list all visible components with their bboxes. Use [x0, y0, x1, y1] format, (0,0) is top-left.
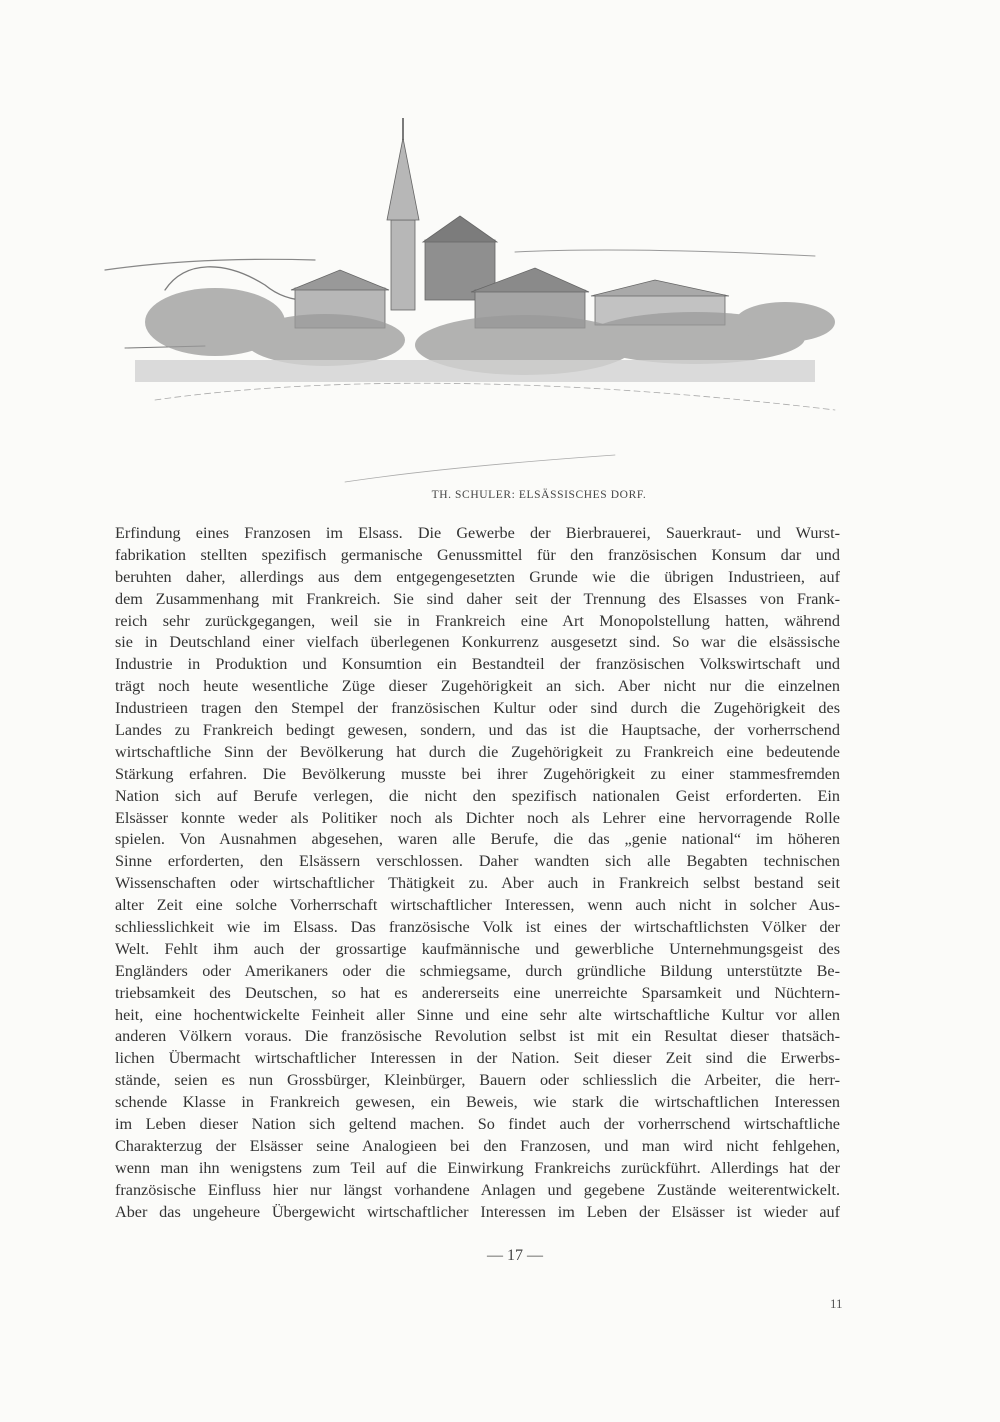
text-line: Nation sich auf Berufe verlegen, die nicht den spezifisch nationalen Geist erforderten. Ein — [115, 786, 840, 805]
text-line: Industrieen tragen den Stempel der französischen Kultur oder sind durch die Zugehörigkeit des — [115, 699, 840, 718]
text-line: alter Zeit eine solche Vorherrschaft wirtschaftlicher Interessen, wenn auch nicht in solcher Aus- — [115, 896, 840, 915]
text-line: anderen Völkern voraus. Die französische Revolution selbst ist mit ein Resultat dieser thatsäch- — [115, 1027, 840, 1046]
text-line: Erfindung eines Franzosen im Elsass. Die Gewerbe der Bierbrauerei, Sauerkraut- und Wurst- — [115, 524, 840, 542]
text-line: fabrikation stellten spezifisch germanische Genussmittel für den französischen Konsum dar und — [115, 545, 840, 564]
text-line: triebsamkeit des Deutschen, so hat es andererseits eine unerreichte Sparsamkeit und Nüchtern- — [115, 983, 840, 1002]
text-line: dem Zusammenhang mit Frankreich. Sie sind daher seit der Trennung des Elsasses von Frank- — [115, 589, 840, 608]
text-line: Landes zu Frankreich bedingt gewesen, sondern, und das ist die Hauptsache, der vorherrschend — [115, 721, 840, 740]
text-line: sie in Deutschland einer vielfach überlegenen Konkurrenz ausgesetzt sind. So war die elsässische — [115, 633, 840, 652]
text-line: schende Klasse in Frankreich gewesen, ein Beweis, wie stark die wirtschaftlichen Interessen — [115, 1093, 840, 1112]
text-line: reich sehr zurückgegangen, weil sie in Frankreich eine Art Monopolstellung hatten, während — [115, 611, 840, 630]
text-line: Welt. Fehlt ihm auch der grossartige kaufmännische und gewerbliche Unternehmungsgeist des — [115, 939, 840, 958]
text-line: Elsässer konnte weder als Politiker noch als Dichter noch als Lehrer eine hervorragende Rolle — [115, 808, 840, 827]
text-line: wenn man ihn wenigstens zum Teil auf die Einwirkung Frankreichs zurückführt. Allerdings hat der — [115, 1158, 840, 1177]
text-line: heit, eine hochentwickelte Feinheit aller Sinne und eine sehr alte wirtschaftliche Kultur vor allen — [115, 1005, 840, 1024]
body-text — [115, 523, 840, 1224]
text-line: im Leben dieser Nation sich geltend machen. So findet auch der vorherrschend wirtschaftliche — [115, 1115, 840, 1134]
text-line: trägt noch heute wesentliche Züge dieser Zugehörigkeit an sich. Aber nicht nur die einzelnen — [115, 677, 840, 696]
text-line: spielen. Von Ausnahmen abgesehen, waren alle Berufe, die das „genie national“ im höheren — [115, 830, 840, 849]
text-line: Industrie in Produktion und Konsumtion ein Bestandteil der französischen Volkswirtschaft und — [115, 655, 840, 674]
text-line: Engländers oder Amerikaners oder die schmiegsame, durch gründliche Bildung unterstützte Be- — [115, 961, 840, 980]
text-line: wirtschaftliche Sinn der Bevölkerung hat durch die Zugehörigkeit zu Frankreich eine bedeutende — [115, 742, 840, 761]
illustration-caption: TH. SCHULER: ELSÄSSISCHES DORF. — [431, 489, 647, 501]
page-number: — 17 — — [487, 1247, 543, 1264]
text-line: schliesslichkeit wie im Elsass. Das französische Volk ist eines der wirtschaftlichsten Völker der — [115, 918, 840, 937]
text-line: stände, seien es nun Grossbürger, Kleinbürger, Bauern oder schliesslich die Arbeiter, die herr- — [115, 1071, 840, 1090]
village-sketch-drawing — [95, 110, 855, 490]
text-line: französische Einfluss hier nur längst vorhandene Anlagen und gegebene Zustände weiterentwickelt. — [115, 1180, 840, 1199]
text-line: lichen Übermacht wirtschaftlicher Interessen in der Nation. Seit dieser Zeit sind die Erwerbs- — [115, 1049, 840, 1068]
text-line: Charakterzug der Elsässer seine Analogieen bei den Franzosen, und man wird nicht fehlgehen, — [115, 1136, 840, 1155]
text-line: Sinne erforderten, den Elsässern verschlossen. Daher wandten sich alle Begabten technischen — [115, 852, 840, 871]
text-line: beruhten daher, allerdings aus dem entgegengesetzten Grunde wie die übrigen Industrieen, auf — [115, 567, 840, 586]
text-line: Aber das ungeheure Übergewicht wirtschaftlicher Interessen im Leben der Elsässer ist wieder auf — [115, 1202, 840, 1221]
village-sketch-illustration — [95, 110, 855, 490]
text-line: Wissenschaften oder wirtschaftlicher Thätigkeit zu. Aber auch in Frankreich selbst bestand seit — [115, 874, 840, 893]
text-line: Stärkung erfahren. Die Bevölkerung musste bei ihrer Zugehörigkeit zu einer stammesfremden — [115, 764, 840, 783]
sheet-number: 11 — [830, 1296, 843, 1311]
